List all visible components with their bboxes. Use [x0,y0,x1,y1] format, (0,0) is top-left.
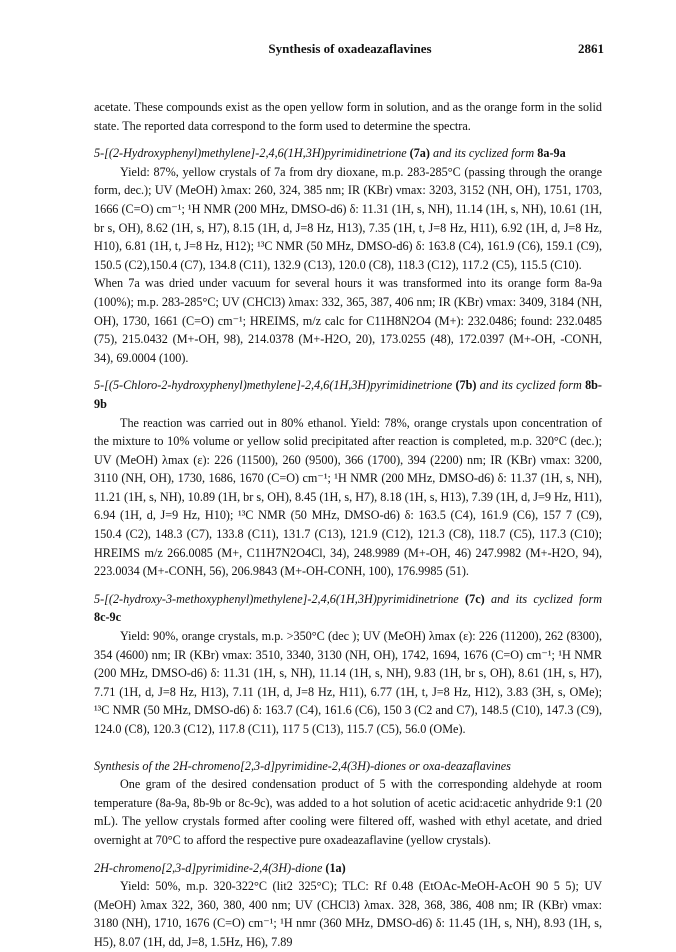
heading-1a-name: 2H-chromeno[2,3-d]pyrimidine-2,4(3H)-dione [94,860,323,875]
heading-7b-label: (7b) [455,378,477,393]
paragraph-continued: acetate. These compounds exist as the open yellow form in solution, and as the orange form in the solid state. The reported data correspond to the form used to determine the spectra. [94,100,602,133]
heading-7b-cyclized-label: 8b-9b [94,378,602,411]
heading-7c-name: 5-[(2-hydroxy-3-methoxyphenyl)methylene]-2,4,6(1H,3H)pyrimidinetrione [94,591,459,606]
paragraph-synthesis-procedure: One gram of the desired condensation product of 5 with the corresponding aldehyde at room temperature (8a-9a, 8b-9b or 8c-9c), was added to a hot solution of acetic acid:acetic anhydride 9:1 (20 mL). The yellow crystals formed after cooling were filtered off, washed with ethyl acetate, and dried overnight at 70°C to afford the respective pure oxadeazaflavine (yellow crystals). [94,777,602,847]
running-title: Synthesis of oxadeazaflavines [268,41,432,56]
heading-7a-connector: and its cyclized form [429,146,538,161]
heading-7c-connector: and its cyclized form [484,591,603,606]
paragraph-7a-data: Yield: 87%, yellow crystals of 7a from dry dioxane, m.p. 283-285°C (passing through the orange form, dec.); UV (MeOH) λmax: 260, 324, 385 nm; IR (KBr) νmax: 3203, 3152 (NH, OH), 1751, 1703, 1666 (C=O) cm⁻¹; ¹H NMR (200 MHz, DMSO-d6) δ: 11.31 (1H, s, NH), 11.14 (1H, s, NH), 10.61 (1H, br s, OH), 8.62 (1H, s, H7), 8.15 (1H, d, J=8 Hz, H13), 7.35 (1H, t, J=8 Hz, H11), 6.92 (1H, d, J=8 Hz, H10), 6.81 (1H, t, J=8 Hz, H12); ¹³C NMR (50 MHz, DMSO-d6) δ: 163.8 (C4), 161.9 (C6), 159.1 (C9), 150.5 (C2),150.4 (C7), 134.8 (C11), 132.9 (C13), 120.0 (C8), 118.3 (C12), 117.2 (C5), 115.5 (C10). [94,164,602,272]
page-number: 2861 [578,41,604,56]
paragraph-1a-data: Yield: 50%, m.p. 320-322°C (lit2 325°C); TLC: Rf 0.48 (EtOAc-MeOH-AcOH 90 5 5); UV (MeOH) λmax 322, 360, 380, 400 nm; UV (CHCl3) λmax. 328, 368, 386, 408 nm; IR (KBr) νmax: 3180 (NH), 1710, 1676 (C=O) cm⁻¹; ¹H nmr (360 MHz, DMSO-d6) δ: 11.45 (1H, s, NH), 8.93 (1H, s, H5), 8.07 (1H, dd, J=8, 1.5Hz, H6), 7.89 [94,879,602,949]
heading-compound-7a [94,144,602,163]
heading-7a-label: (7a) [409,146,430,161]
heading-compound-7b [94,376,602,413]
article-body [94,98,602,952]
page-header [96,40,604,60]
heading-7b-connector: and its cyclized form [476,378,586,393]
heading-1a-label: (1a) [325,860,346,875]
paragraph-7a-dried: When 7a was dried under vacuum for several hours it was transformed into its orange form 8a-9a (100%); m.p. 283-285°C; UV (CHCl3) λmax: 332, 365, 387, 406 nm; IR (KBr) νmax: 3409, 3184 (NH, OH), 1730, 1661 (C=O) cm⁻¹; HREIMS, m/z calc for C11H8N2O4 (M+): 232.0486; found: 232.0485 (75), 215.0432 (M+-OH, 98), 214.0378 (M+-H2O, 20), 173.0255 (48), 172.0397 (M+-OH, -CONH, 34), 69.0004 (100). [94,276,602,365]
heading-7a-name: 5-[(2-Hydroxyphenyl)methylene]-2,4,6(1H,3H)pyrimidinetrione [94,146,407,161]
heading-7c-cyclized-label: 8c-9c [94,610,122,625]
heading-7b-name: 5-[(5-Chloro-2-hydroxyphenyl)methylene]-2,4,6(1H,3H)pyrimidinetrione [94,378,453,393]
heading-7c-label: (7c) [465,591,485,606]
paragraph-7c-data: Yield: 90%, orange crystals, m.p. >350°C (dec ); UV (MeOH) λmax (ε): 226 (11200), 262 (8300), 354 (4600) nm; IR (KBr) νmax: 3510, 3340, 3130 (NH, OH), 1742, 1694, 1676 (C=O) cm⁻¹; ¹H NMR (200 MHz, DMSO-d6) δ: 11.31 (1H, s, NH), 11.14 (1H, s, NH), 9.83 (1H, br s, OH), 8.61 (1H, s, H7), 7.71 (1H, d, J=8 Hz, H13), 7.11 (1H, d, J=8 Hz, H11), 6.77 (1H, t, J=8 Hz, H12), 3.83 (3H, s, OMe); ¹³C NMR (50 MHz, DMSO-d6) δ: 163.7 (C4), 161.6 (C6), 150 3 (C2 and C7), 148.5 (C10), 147.3 (C9), 124.0 (C8), 120.3 (C12), 117.8 (C11), 117 5 (C13), 115.7 (C5), 56.0 (OMe). [94,629,602,736]
heading-synthesis-section: Synthesis of the 2H-chromeno[2,3-d]pyrimidine-2,4(3H)-diones or oxa-deazaflavines [94,758,511,773]
heading-compound-7c [94,590,602,627]
heading-compound-1a [94,859,602,878]
heading-7a-cyclized-label: 8a-9a [537,146,566,161]
paragraph-7b-data: The reaction was carried out in 80% ethanol. Yield: 78%, orange crystals upon concentration of the mixture to 10% volume or yellow solid precipitated after reaction is completed, m.p. 320°C (dec.); UV (MeOH) λmax (ε): 226 (11500), 260 (9500), 366 (1700), 394 (2200) nm; IR (KBr) νmax: 3200, 3110 (NH, OH), 1730, 1686, 1670 (C=O) cm⁻¹; ¹H NMR (200 MHz, DMSO-d6) δ: 11.37 (1H, s, NH), 11.21 (1H, s, NH), 10.89 (1H, br s, OH), 8.45 (1H, s, H7), 8.18 (1H, s, H13), 7.39 (1H, d, J=9 Hz, H11), 6.94 (1H, d, J=9 Hz, H10); ¹³C NMR (50 MHz, DMSO-d6) δ: 163.5 (C4), 161.9 (C6), 157 7 (C9), 150.4 (C2), 148.3 (C7), 133.8 (C11), 131.7 (C13), 121.9 (C12), 121.3 (C8), 118.7 (C5), 117.3 (C10); HREIMS m/z 266.0085 (M+, C11H7N2O4Cl, 34), 248.9989 (M+-OH, 46) 247.9982 (M+-H2O, 94), 223.0034 (M+-CONH, 56), 206.9843 (M+-OH-CONH, 100), 176.9985 (51). [94,415,602,579]
